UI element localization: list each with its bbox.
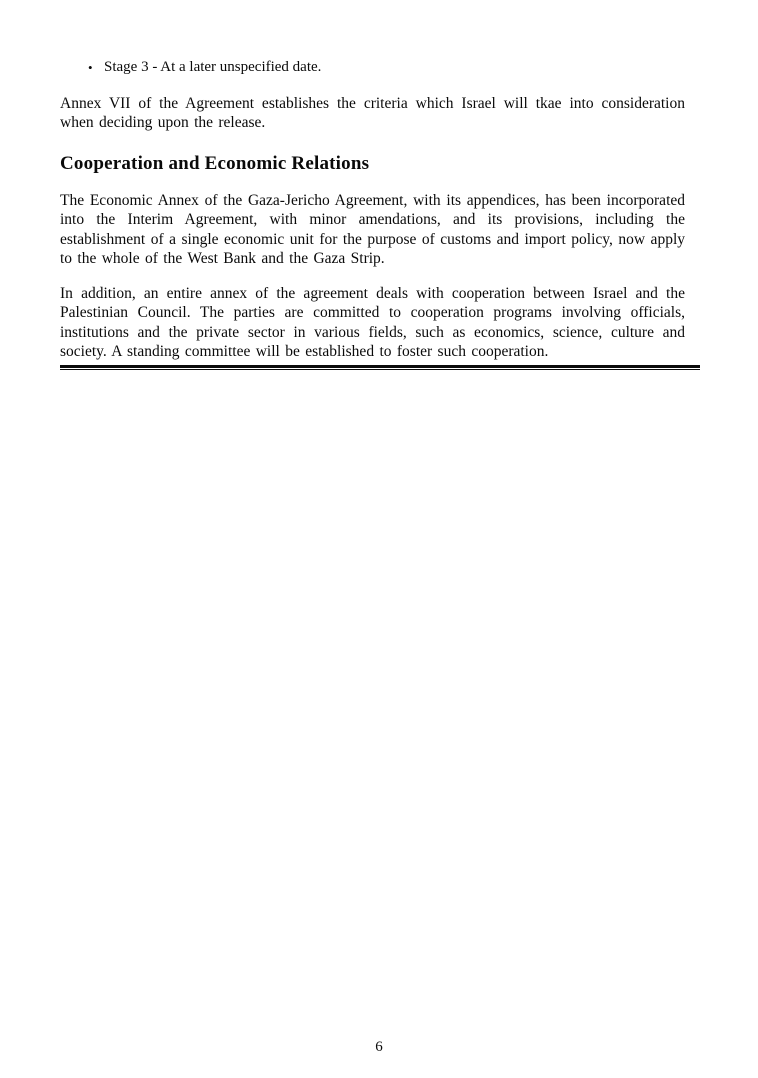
bullet-icon: • <box>88 60 93 75</box>
bullet-list-item <box>88 58 685 78</box>
section-heading: Cooperation and Economic Relations <box>60 152 370 174</box>
page-content <box>60 58 685 377</box>
bullet-item-text: Stage 3 - At a later unspecified date. <box>104 59 322 75</box>
page-number: 6 <box>375 1039 383 1055</box>
paragraph-economic-annex: The Economic Annex of the Gaza-Jericho Agreement, with its appendices, has been incorporated into the Interim Agreement, with minor amendations, and its provisions, including the establishment of a single economic unit for the purpose of customs and import policy, now apply to the whole of the West Bank and the Gaza Strip. <box>60 191 685 268</box>
paragraph-cooperation-annex: In addition, an entire annex of the agreement deals with cooperation between Israel and the Palestinian Council. The parties are committed to cooperation programs involving officials, institutions and the private sector in various fields, such as economics, science, culture and society. A standing committee will be established to foster such cooperation. <box>60 284 685 361</box>
horizontal-rule <box>60 365 700 369</box>
paragraph-annex-vii: Annex VII of the Agreement establishes the criteria which Israel will tkae into consideration when deciding upon the release. <box>60 94 685 132</box>
